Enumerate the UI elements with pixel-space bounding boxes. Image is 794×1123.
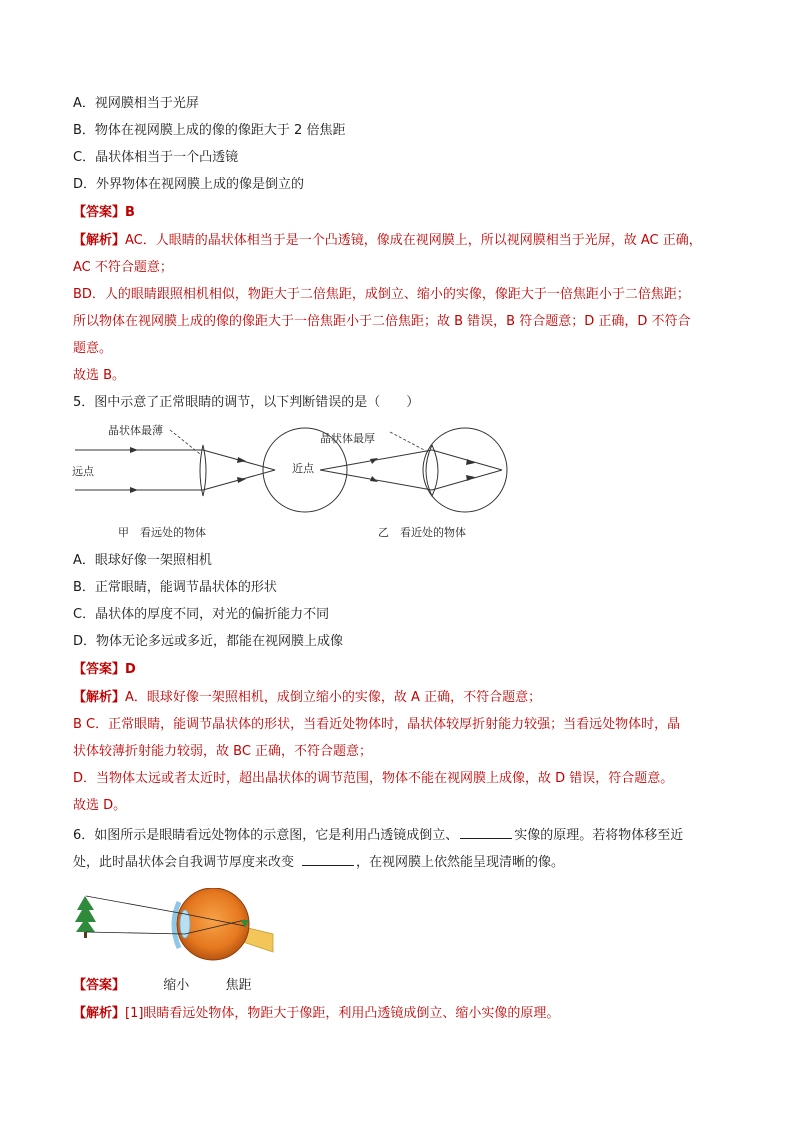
- q4-answer: [73, 204, 135, 222]
- lens-thickest-label: 晶状体最厚: [320, 432, 375, 445]
- stem-text-cont: ，在视网膜上依然能呈现清晰的像。: [356, 855, 565, 870]
- q4-option-d: D．外界物体在视网膜上成的像是倒立的: [73, 177, 305, 192]
- analysis-text: AC．人眼睛的晶状体相当于是一个凸透镜，像成在视网膜上，所以视网膜相当于光屏，故 AC 正确，: [125, 233, 702, 248]
- q4-option-c: C．晶状体相当于一个凸透镜: [73, 150, 239, 165]
- q4-analysis-line-3: BD．人的眼睛跟照相机相似，物距大于二倍焦距，成倒立、缩小的实像，像距大于一倍焦距小于二倍焦距；: [73, 287, 690, 302]
- stem-text: 处，此时晶状体会自我调节厚度来改变: [73, 855, 295, 870]
- analysis-text: [1]眼睛看远处物体，物距大于像距，利用凸透镜成倒立、缩小实像的原理。: [125, 1006, 560, 1021]
- q5-option-b: B．正常眼睛，能调节晶状体的形状: [73, 580, 277, 595]
- answer-blank-1: [460, 826, 512, 839]
- eye-figure: [73, 888, 278, 968]
- q5-option-a: A．眼球好像一架照相机: [73, 553, 212, 568]
- analysis-label: 【解析】: [73, 233, 126, 248]
- q6-stem-line-2: [73, 853, 564, 872]
- answer-blank-2: [302, 853, 354, 866]
- eye-figure-svg: [73, 888, 278, 968]
- analysis-text: A．眼球好像一架照相机，成倒立缩小的实像，故 A 正确，不符合题意；: [125, 690, 542, 705]
- q4-analysis-line-1: [73, 232, 702, 250]
- q5-stem: 5．图中示意了正常眼睛的调节，以下判断错误的是（ ）: [73, 395, 420, 410]
- q4-option-a: A．视网膜相当于光屏: [73, 96, 199, 111]
- q5-analysis-line-4: D．当物体太远或者太近时，超出晶状体的调节范围，物体不能在视网膜上成像，故 D 错误，符合题意。: [73, 771, 674, 786]
- answer-label: 【答案】: [73, 662, 126, 677]
- answer-value-2: 焦距: [225, 978, 252, 993]
- near-point-label: 近点: [292, 462, 314, 475]
- analysis-label: 【解析】: [73, 1006, 126, 1021]
- q4-analysis-line-4: 所以物体在视网膜上成的像的像距大于一倍焦距小于二倍焦距；故 B 错误，B 符合题意；D 正确，D 不符合: [73, 314, 691, 329]
- analysis-label: 【解析】: [73, 690, 126, 705]
- q5-conclusion: 故选 D。: [73, 798, 127, 813]
- stem-text-cont: 实像的原理。若将物体移至近: [514, 828, 684, 843]
- q5-option-d: D．物体无论多远或多近，都能在视网膜上成像: [73, 634, 344, 649]
- q4-analysis-line-5: 题意。: [73, 341, 113, 356]
- stem-text: 6．如图所示是眼睛看远处物体的示意图，它是利用凸透镜成倒立、: [73, 828, 459, 843]
- lens-thinnest-label: 晶状体最薄: [108, 424, 163, 437]
- q6-answer: [73, 977, 252, 995]
- q5-answer: [73, 661, 136, 679]
- left-caption: 甲 看远处的物体: [118, 526, 206, 539]
- q5-option-c: C．晶状体的厚度不同，对光的偏折能力不同: [73, 607, 330, 622]
- answer-label: 【答案】: [73, 205, 126, 220]
- eye-adjustment-figure: [70, 420, 540, 550]
- q5-analysis-line-3: 状体较薄折射能力较弱，故 BC 正确，不符合题意；: [73, 744, 373, 759]
- answer-value-1: 缩小: [163, 978, 190, 993]
- q4-analysis-line-2: AC 不符合题意；: [73, 260, 173, 275]
- q4-option-b: B．物体在视网膜上成的像的像距大于 2 倍焦距: [73, 123, 346, 138]
- q5-analysis-line-2: B C．正常眼睛，能调节晶状体的形状，当看近处物体时，晶状体较厚折射能力较强；当看远处物体时，晶: [73, 717, 681, 732]
- right-caption: 乙 看近处的物体: [378, 526, 466, 539]
- q6-analysis: [73, 1005, 559, 1023]
- q5-analysis-line-1: [73, 689, 541, 707]
- tree-icon: [75, 896, 96, 932]
- q6-stem-line-1: [73, 826, 683, 845]
- far-point-label: 远点: [72, 465, 94, 478]
- answer-value: B: [125, 205, 135, 220]
- q4-conclusion: 故选 B。: [73, 368, 126, 383]
- answer-value: D: [125, 662, 136, 677]
- answer-label: 【答案】: [73, 978, 126, 993]
